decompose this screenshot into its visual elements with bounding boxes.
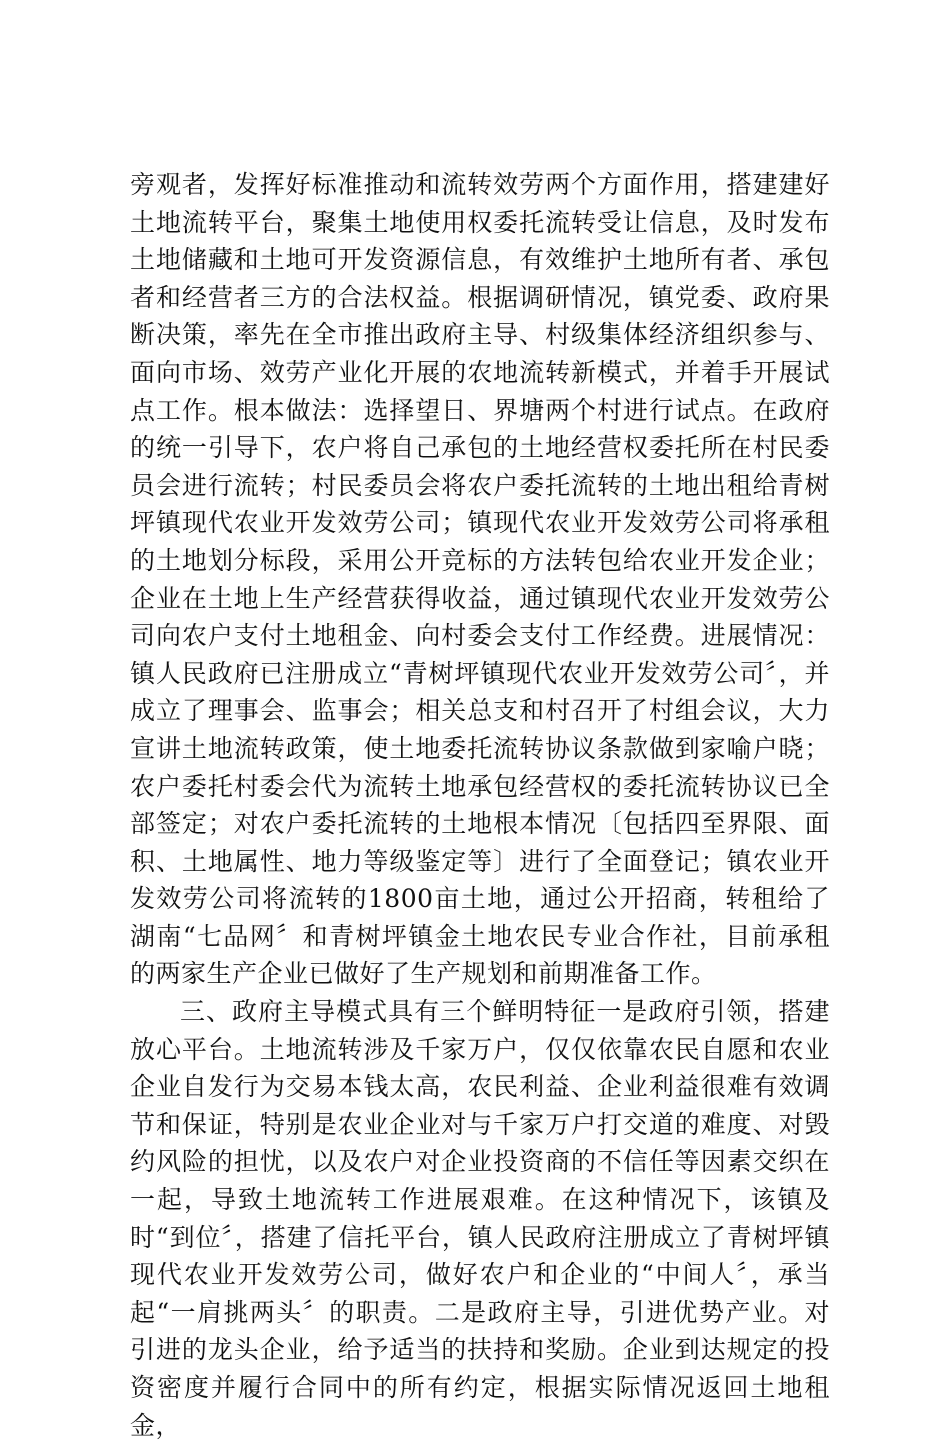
paragraph-continuation: 旁观者，发挥好标准推动和流转效劳两个方面作用，搭建建好土地流转平台，聚集土地使用权委托流转受让信息，及时发布土地储藏和土地可开发资源信息，有效维护土地所有者、承包者和经营者三方的合法权益。根据调研情况，镇党委、政府果断决策，率先在全市推出政府主导、村级集体经济组织参与、面向市场、效劳产业化开展的农地流转新模式，并着手开展试点工作。根本做法：选择望日、界塘两个村进行试点。在政府的统一引导下，农户将自己承包的土地经营权委托所在村民委员会进行流转；村民委员会将农户委托流转的土地出租给青树坪镇现代农业开发效劳公司；镇现代农业开发效劳公司将承租的土地划分标段，采用公开竞标的方法转包给农业开发企业；企业在土地上生产经营获得收益，通过镇现代农业开发效劳公司向农户支付土地租金、向村委会支付工作经费。进展情况：镇人民政府已注册成立“青树坪镇现代农业开发效劳公司〞，并成立了理事会、监事会；相关总支和村召开了村组会议，大力宣讲土地流转政策，使土地委托流转协议条款做到家喻户晓；农户委托村委会代为流转土地承包经营权的委托流转协议已全部签定；对农户委托流转的土地根本情况〔包括四至界限、面积、土地属性、地力等级鉴定等〕进行了全面登记；镇农业开发效劳公司将流转的1800亩土地，通过公开招商，转租给了湖南“七品网〞和青树坪镇金土地农民专业合作社，目前承租的两家生产企业已做好了生产规划和前期准备工作。 [130, 170, 830, 989]
paragraph-section-three: 三、政府主导模式具有三个鲜明特征一是政府引领，搭建放心平台。土地流转涉及千家万户，仅仅依靠农民自愿和农业企业自发行为交易本钱太高，农民利益、企业利益很难有效调节和保证，特别是农业企业对与千家万户打交道的难度、对毁约风险的担忧，以及农户对企业投资商的不信任等因素交织在一起，导致土地流转工作进展艰难。在这种情况下，该镇及时“到位〞，搭建了信托平台，镇人民政府注册成立了青树坪镇现代农业开发效劳公司，做好农户和企业的“中间人〞，承当起“一肩挑两头〞的职责。二是政府主导，引进优势产业。对引进的龙头企业，给予适当的扶持和奖励。企业到达规定的投资密度并履行合同中的所有约定，根据实际情况返回土地租金， [130, 997, 830, 1440]
document-body [130, 166, 830, 1444]
